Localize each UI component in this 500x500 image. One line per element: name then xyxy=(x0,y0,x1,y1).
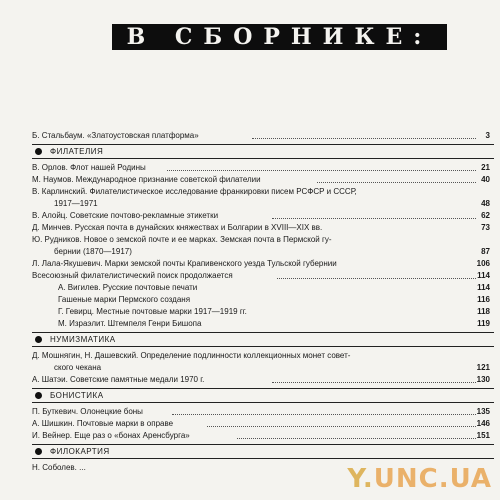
toc-entry[interactable] xyxy=(32,186,494,198)
leader-dots xyxy=(237,437,476,439)
entry-page: 106 xyxy=(476,259,490,268)
toc-entry[interactable] xyxy=(32,270,494,282)
toc-subentry[interactable] xyxy=(32,318,494,330)
section-bullet-icon xyxy=(35,148,42,155)
contents-title: В СБОРНИКЕ: xyxy=(126,24,433,50)
entry-title: В. Алойц. Советские почтово-рекламные этикетки xyxy=(32,211,219,220)
toc-entry[interactable] xyxy=(32,258,494,270)
toc-entry[interactable] xyxy=(32,406,494,418)
entry-page: 130 xyxy=(476,375,490,384)
leader-dots xyxy=(277,277,476,279)
entry-title: Ю. Рудников. Новое о земской почте и ее марках. Земская почта в Пермской гу- xyxy=(32,235,332,244)
entry-page: 62 xyxy=(481,211,490,220)
section-title: ФИЛАТЕЛИЯ xyxy=(50,147,104,156)
leader-dots xyxy=(167,169,476,171)
entry-title: Д. Мошнягин, Н. Дашевский. Определение подлинности коллекционных монет совет- xyxy=(32,351,351,360)
entry-page: 118 xyxy=(477,307,490,316)
entry-page: 21 xyxy=(481,163,490,172)
leader-dots xyxy=(207,425,476,427)
toc-entry[interactable] xyxy=(32,374,494,386)
toc-subentry[interactable] xyxy=(32,306,494,318)
table-of-contents xyxy=(32,130,494,474)
leader-dots xyxy=(317,181,476,183)
entry-page: 114 xyxy=(477,283,490,292)
entry-title: В. Карлинский. Филателистическое исследование франкировки писем РСФСР и СССР, xyxy=(32,187,357,196)
leader-dots xyxy=(252,137,476,139)
watermark-text: UNC.UA xyxy=(373,464,492,494)
entry-title-cont: ского чекана xyxy=(54,363,102,372)
leader-dots xyxy=(272,381,476,383)
section-title: БОНИСТИКА xyxy=(50,391,104,400)
entry-page: 151 xyxy=(476,431,490,440)
entry-page: 87 xyxy=(481,247,490,256)
section-title: ФИЛОКАРТИЯ xyxy=(50,447,110,456)
toc-entry-continuation[interactable] xyxy=(32,362,494,374)
entry-page: 114 xyxy=(477,271,490,280)
toc-subentry[interactable] xyxy=(32,294,494,306)
section-bullet-icon xyxy=(35,392,42,399)
subentry-title: А. Вигилев. Русские почтовые печати xyxy=(58,283,198,292)
entry-title: Н. Соболев. ... xyxy=(32,463,86,472)
entry-page: 48 xyxy=(481,199,490,208)
toc-entry[interactable] xyxy=(32,234,494,246)
entry-page: 116 xyxy=(477,295,490,304)
toc-entry[interactable] xyxy=(32,130,494,142)
entry-page: 119 xyxy=(477,319,490,328)
entry-title: П. Буткевич. Олонецкие боны xyxy=(32,407,143,416)
section-numismatics xyxy=(32,332,494,347)
entry-title: И. Вейнер. Еще раз о «бонах Аренсбурга» xyxy=(32,431,190,440)
toc-entry[interactable] xyxy=(32,418,494,430)
subentry-title: М. Израэлит. Штемпеля Генри Бишопа xyxy=(58,319,202,328)
watermark-logo xyxy=(347,464,492,494)
toc-entry-continuation[interactable] xyxy=(32,198,494,210)
entry-title: М. Наумов. Международное признание советской филателии xyxy=(32,175,261,184)
entry-title: А. Шишкин. Почтовые марки в оправе xyxy=(32,419,174,428)
entry-page: 40 xyxy=(481,175,490,184)
toc-entry[interactable] xyxy=(32,210,494,222)
section-bullet-icon xyxy=(35,448,42,455)
watermark-y: Y. xyxy=(347,464,374,494)
entry-title: Всесоюзный филателистический поиск продолжается xyxy=(32,271,233,280)
section-title: НУМИЗМАТИКА xyxy=(50,335,116,344)
toc-entry-continuation[interactable] xyxy=(32,246,494,258)
entry-page: 135 xyxy=(476,407,490,416)
entry-page: 121 xyxy=(476,363,490,372)
toc-entry[interactable] xyxy=(32,350,494,362)
toc-entry[interactable] xyxy=(32,430,494,442)
section-bonistics xyxy=(32,388,494,403)
entry-title-cont: 1917—1971 xyxy=(54,199,98,208)
entry-title-cont: бернии (1870—1917) xyxy=(54,247,132,256)
entry-title: А. Шатэи. Советские памятные медали 1970 г. xyxy=(32,375,205,384)
leader-dots xyxy=(272,217,476,219)
leader-dots xyxy=(172,413,476,415)
entry-page: 146 xyxy=(476,419,490,428)
entry-title: Д. Минчев. Русская почта в дунайских княжествах и Болгарии в XVIII—XIX вв. xyxy=(32,223,323,232)
entry-title: Б. Стальбаум. «Златоустовская платформа» xyxy=(32,131,199,140)
section-phylokartia xyxy=(32,444,494,459)
entry-page: 3 xyxy=(485,131,490,140)
section-bullet-icon xyxy=(35,336,42,343)
contents-header xyxy=(112,24,447,50)
toc-entry[interactable] xyxy=(32,222,494,234)
subentry-title: Г. Гевирц. Местные почтовые марки 1917—1919 гг. xyxy=(58,307,247,316)
entry-page: 73 xyxy=(481,223,490,232)
subentry-title: Гашеные марки Пермского созданя xyxy=(58,295,191,304)
toc-entry[interactable] xyxy=(32,162,494,174)
section-philately xyxy=(32,144,494,159)
toc-entry[interactable] xyxy=(32,174,494,186)
toc-subentry[interactable] xyxy=(32,282,494,294)
entry-title: Л. Лала-Якушевич. Марки земской почты Крапивенского уезда Тульской губернии xyxy=(32,259,337,268)
entry-title: В. Орлов. Флот нашей Родины xyxy=(32,163,146,172)
